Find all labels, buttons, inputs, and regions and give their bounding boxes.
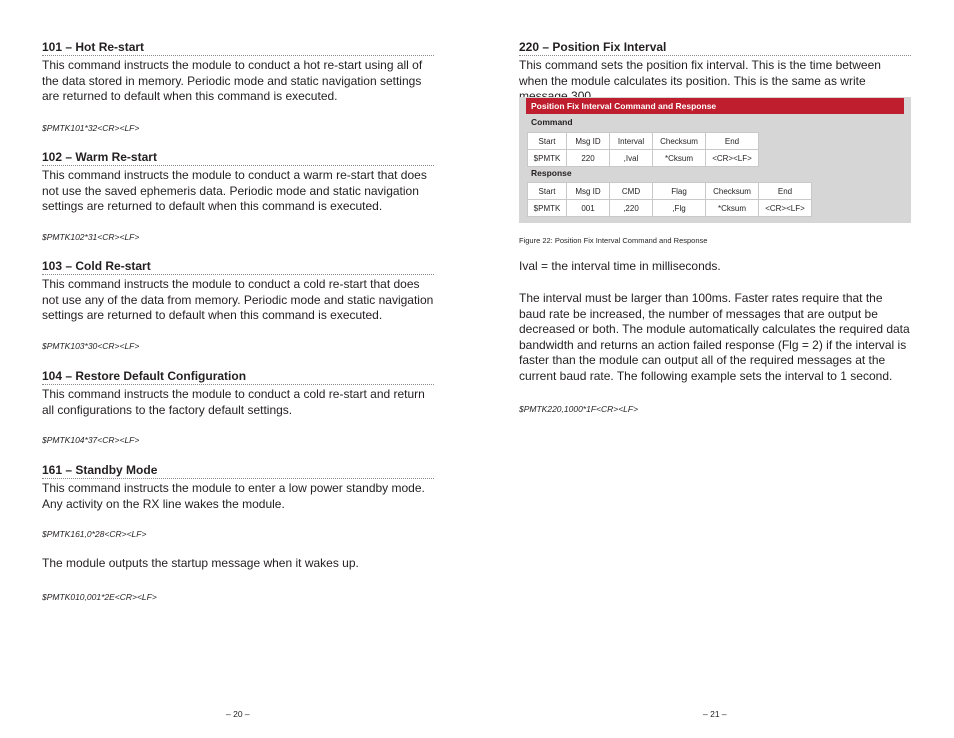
table-cell: Interval — [610, 133, 653, 150]
section-220 — [519, 40, 911, 105]
command-response-table — [519, 97, 911, 223]
table-cell: End — [706, 133, 759, 150]
section-body: This command instructs the module to conduct a hot re-start using all of the data stored in memory. Periodic mode and static navigation settings are returned to default when this command is executed. — [42, 58, 423, 104]
table-cell: 220 — [567, 150, 610, 167]
table-row — [528, 200, 812, 217]
section-161 — [42, 463, 434, 512]
table-cell: <CR><LF> — [759, 200, 812, 217]
interval-paragraph: The interval must be larger than 100ms. Faster rates require that the baud rate be increased, the number of messages that are output be decreased or both. The module automatically calculates the required data bandwidth and returns an action failed response (Flg = 2) if the interval is faster than the module can output all of the required messages at the current baud rate. The following example sets the interval to 1 second. — [519, 291, 910, 383]
table-cell: ,Ival — [610, 150, 653, 167]
table-cell: ,Flg — [653, 200, 706, 217]
table-cell: *Cksum — [653, 150, 706, 167]
table-header: Position Fix Interval Command and Response — [526, 98, 904, 114]
section-102 — [42, 150, 434, 215]
table-cell: 001 — [567, 200, 610, 217]
section-body: This command sets the position fix interval. This is the time between when the module calculates its position. This is the same as write — [519, 58, 881, 88]
table-row — [528, 133, 759, 150]
command-table — [527, 132, 759, 167]
section-body: This command instructs the module to conduct a cold re-start that does not use any of the data from memory. Periodic mode and static navigation settings are returned to default when this command is executed. — [42, 277, 434, 323]
section-101 — [42, 40, 434, 105]
section-body: This command instructs the module to conduct a warm re-start that does not use the saved ephemeris data. Periodic mode and static navigation settings are returned to default when this command is executed. — [42, 168, 427, 214]
command-code: $PMTK161,0*28<CR><LF> — [42, 529, 147, 539]
table-cell: Checksum — [653, 133, 706, 150]
section-title: 161 – Standby Mode — [42, 463, 434, 479]
section-body: This command instructs the module to enter a low power standby mode. Any activity on the RX line wakes the module. — [42, 481, 425, 511]
table-row — [528, 183, 812, 200]
table-cell: End — [759, 183, 812, 200]
section-103 — [42, 259, 434, 324]
table-cell: Start — [528, 183, 567, 200]
section-title: 101 – Hot Re-start — [42, 40, 434, 56]
table-cell: CMD — [610, 183, 653, 200]
section-title: 102 – Warm Re-start — [42, 150, 434, 166]
wake-message-text: The module outputs the startup message when it wakes up. — [42, 556, 359, 570]
page-number-right: – 21 – — [703, 709, 727, 719]
page-number-left: – 20 – — [226, 709, 250, 719]
table-cell: *Cksum — [706, 200, 759, 217]
table-cell: ,220 — [610, 200, 653, 217]
command-code: $PMTK101*32<CR><LF> — [42, 123, 140, 133]
response-label: Response — [531, 168, 572, 178]
section-104 — [42, 369, 434, 418]
section-body: This command instructs the module to conduct a cold re-start and return all configurations to the factory default settings. — [42, 387, 425, 417]
command-code: $PMTK010,001*2E<CR><LF> — [42, 592, 157, 602]
table-cell: $PMTK — [528, 200, 567, 217]
section-title: 103 – Cold Re-start — [42, 259, 434, 275]
section-title: 104 – Restore Default Configuration — [42, 369, 434, 385]
response-table — [527, 182, 812, 217]
command-code: $PMTK220,1000*1F<CR><LF> — [519, 404, 639, 414]
table-cell: <CR><LF> — [706, 150, 759, 167]
figure-caption: Figure 22: Position Fix Interval Command and Response — [519, 236, 708, 245]
command-code: $PMTK103*30<CR><LF> — [42, 341, 140, 351]
table-cell: Start — [528, 133, 567, 150]
section-title: 220 – Position Fix Interval — [519, 40, 911, 56]
table-cell: Flag — [653, 183, 706, 200]
table-cell: $PMTK — [528, 150, 567, 167]
table-row — [528, 150, 759, 167]
table-cell: Checksum — [706, 183, 759, 200]
command-code: $PMTK102*31<CR><LF> — [42, 232, 140, 242]
ival-note: Ival = the interval time in milliseconds. — [519, 259, 721, 273]
command-code: $PMTK104*37<CR><LF> — [42, 435, 140, 445]
command-label: Command — [531, 117, 573, 127]
table-cell: Msg ID — [567, 133, 610, 150]
table-cell: Msg ID — [567, 183, 610, 200]
